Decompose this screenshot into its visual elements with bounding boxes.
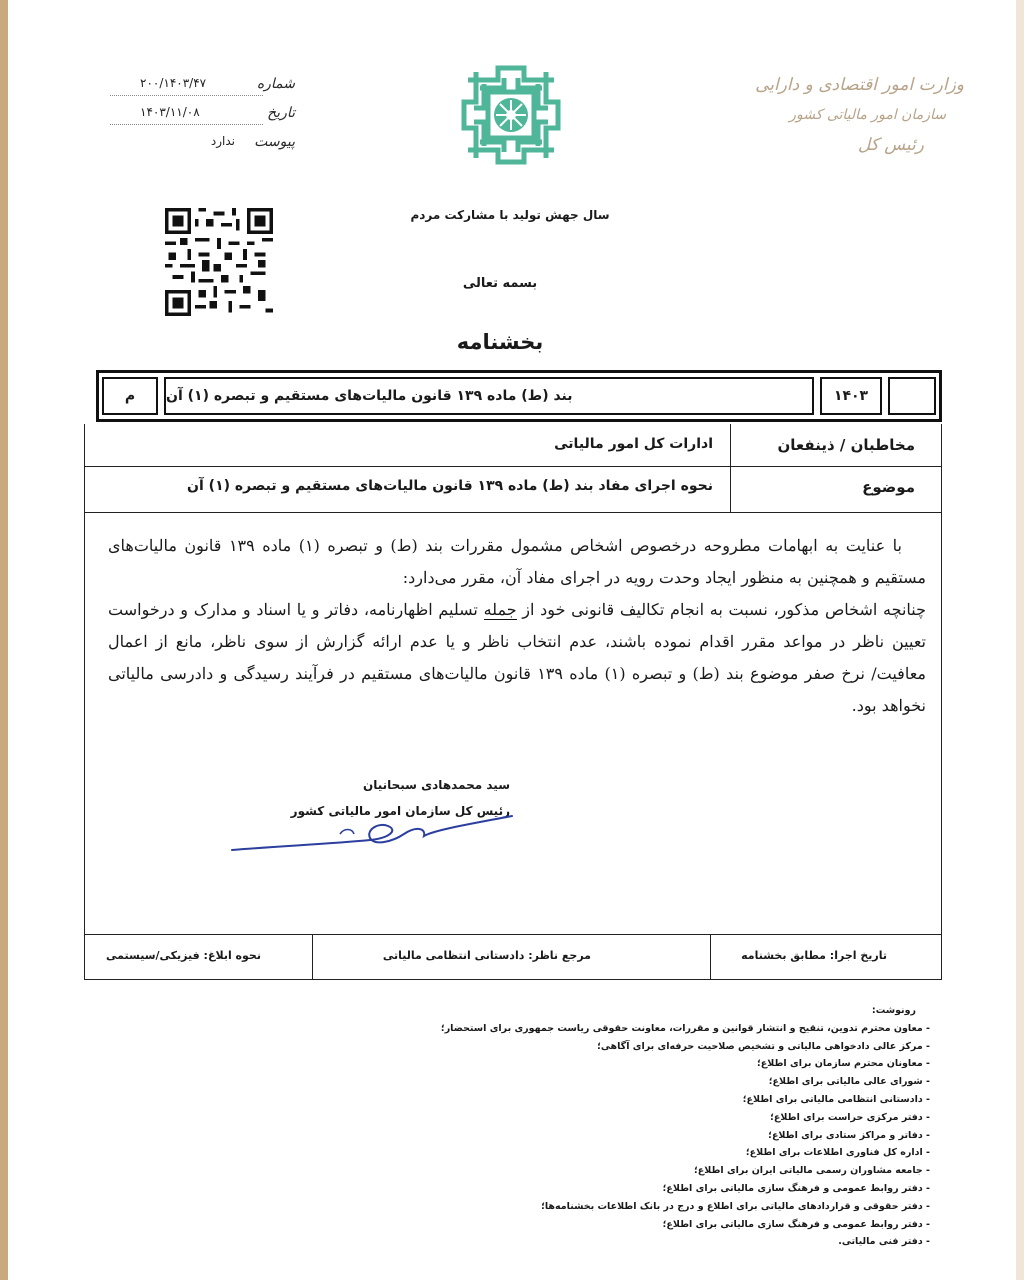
footer-divider-1 [710, 935, 711, 979]
page-edge-strip-right [1016, 0, 1024, 1280]
tax-organization-logo-icon [458, 62, 564, 168]
ministry-header [744, 70, 964, 160]
attachment-label: پیوست [254, 134, 295, 150]
body-p2-start: چنانچه اشخاص مذکور، نسبت به انجام تکالیف قانونی خود از [516, 600, 926, 619]
execution-info-row [84, 934, 942, 980]
body-p2-underlined: جمله [483, 600, 517, 619]
reference-authority: مرجع ناظر: دادستانی انتظامی مالیاتی [382, 949, 591, 962]
date-row [110, 101, 295, 127]
signer-position: رئیس کل سازمان امور مالیاتی کشور [290, 804, 510, 818]
date-dotted-line [110, 124, 263, 125]
number-row [110, 72, 295, 98]
cc-item: - دفاتر و مراکز ستادی برای اطلاع؛ [230, 1127, 930, 1145]
letter-meta [110, 72, 295, 159]
document-title: بخشنامه [456, 330, 544, 354]
page-edge-strip [0, 0, 8, 1280]
subject-label: موضوع [862, 478, 915, 496]
cc-item: - دفتر روابط عمومی و فرهنگ سازی مالیاتی برای اطلاع؛ [230, 1216, 930, 1234]
circular-header-table [96, 370, 942, 422]
signer-name: سید محمدهادی سبحانیان [362, 778, 510, 792]
year-slogan: سال جهش تولید با مشارکت مردم [410, 208, 610, 222]
ministry-line-3: رئیس کل [857, 135, 924, 155]
cc-item: - شورای عالی مالیاتی برای اطلاع؛ [230, 1073, 930, 1091]
cc-item: - دفتر حقوقی و قراردادهای مالیاتی برای اطلاع و درج در بانک اطلاعات بخشنامه‌ها؛ [230, 1198, 930, 1216]
number-dotted-line [110, 95, 263, 96]
audience-value: ادارات کل امور مالیاتی [554, 436, 713, 452]
header-year-cell: ۱۴۰۳ [820, 377, 882, 415]
qr-code-icon [158, 208, 280, 316]
cc-title: رونوشت: [871, 1005, 916, 1016]
cc-item: - جامعه مشاوران رسمی مالیاتی ایران برای اطلاع؛ [230, 1162, 930, 1180]
attachment-row [110, 130, 295, 156]
cc-item: - دادستانی انتظامی مالیاتی برای اطلاع؛ [230, 1091, 930, 1109]
ministry-line-1: وزارت امور اقتصادی و دارایی [755, 75, 964, 95]
header-code-cell: م [102, 377, 158, 415]
cc-item: - معاونان محترم سازمان برای اطلاع؛ [230, 1055, 930, 1073]
date-label: تاریخ [267, 105, 295, 121]
audience-divider [730, 424, 731, 466]
cc-item: - اداره کل فناوری اطلاعات برای اطلاع؛ [230, 1144, 930, 1162]
subject-row [85, 466, 941, 513]
cc-item: - مرکز عالی دادخواهی مالیاتی و تشخیص صلاحیت حرفه‌ای برای آگاهی؛ [230, 1038, 930, 1056]
number-label: شماره [256, 76, 295, 92]
body-paragraph-2 [108, 594, 926, 722]
circular-body-text [108, 530, 926, 722]
exec-date: تاریخ اجرا: مطابق بخشنامه [741, 949, 887, 962]
body-paragraph-1: با عنایت به ابهامات مطروحه درخصوص اشخاص مشمول مقررات بند (ط) و تبصره (۱) ماده ۱۳۹ قانون مالیات‌های مستقیم و همچنین به منظور ایجاد وحدت رویه در اجرای مفاد آن، مقرر می‌دارد: [108, 536, 926, 587]
date-value: ۱۴۰۳/۱۱/۰۸ [140, 105, 200, 119]
subject-value: نحوه اجرای مفاد بند (ط) ماده ۱۳۹ قانون مالیات‌های مستقیم و تبصره (۱) آن [187, 478, 713, 494]
body-p2-end: تسلیم اظهارنامه، دفاتر و یا اسناد و مدارک و درخواست تعیین ناظر در مواعد مقرر اقدام نموده باشند، عدم انتخاب ناظر و یا عدم ارائه گزارش از سوی ناظر، مانع از اعمال معافیت/ نرخ صفر موضوع بند (ط) و تبصره (۱) ماده ۱۳۹ قانون مالیات‌های مستقیم در فرآیند رسیدگی و دادرسی مالیاتی نخواهد بود. [108, 600, 926, 715]
cc-list [230, 1002, 930, 1251]
cc-item: - معاون محترم تدوین، تنقیح و انتشار قوانین و مقررات، معاونت حقوقی ریاست جمهوری برای استحضار؛ [230, 1020, 930, 1038]
attachment-value: ندارد [210, 134, 235, 148]
header-blank-cell [888, 377, 936, 415]
cc-item: - دفتر روابط عمومی و فرهنگ سازی مالیاتی برای اطلاع؛ [230, 1180, 930, 1198]
number-value: ۲۰۰/۱۴۰۳/۴۷ [140, 76, 207, 90]
audience-label: مخاطبان / ذینفعان [777, 436, 915, 454]
handwritten-signature-icon [220, 800, 520, 860]
ministry-line-2: سازمان امور مالیاتی کشور [789, 107, 946, 123]
besm-heading: بسمه تعالی [462, 276, 538, 291]
cc-item: - دفتر مرکزی حراست برای اطلاع؛ [230, 1109, 930, 1127]
header-title-cell: بند (ط) ماده ۱۳۹ قانون مالیات‌های مستقیم و تبصره (۱) آن [164, 377, 814, 415]
footer-divider-2 [312, 935, 313, 979]
subject-divider [730, 466, 731, 512]
cc-item: - دفتر فنی مالیاتی. [230, 1233, 930, 1251]
notification-method: نحوه ابلاغ: فیزیکی/سیستمی [106, 949, 261, 962]
audience-row [85, 424, 941, 467]
